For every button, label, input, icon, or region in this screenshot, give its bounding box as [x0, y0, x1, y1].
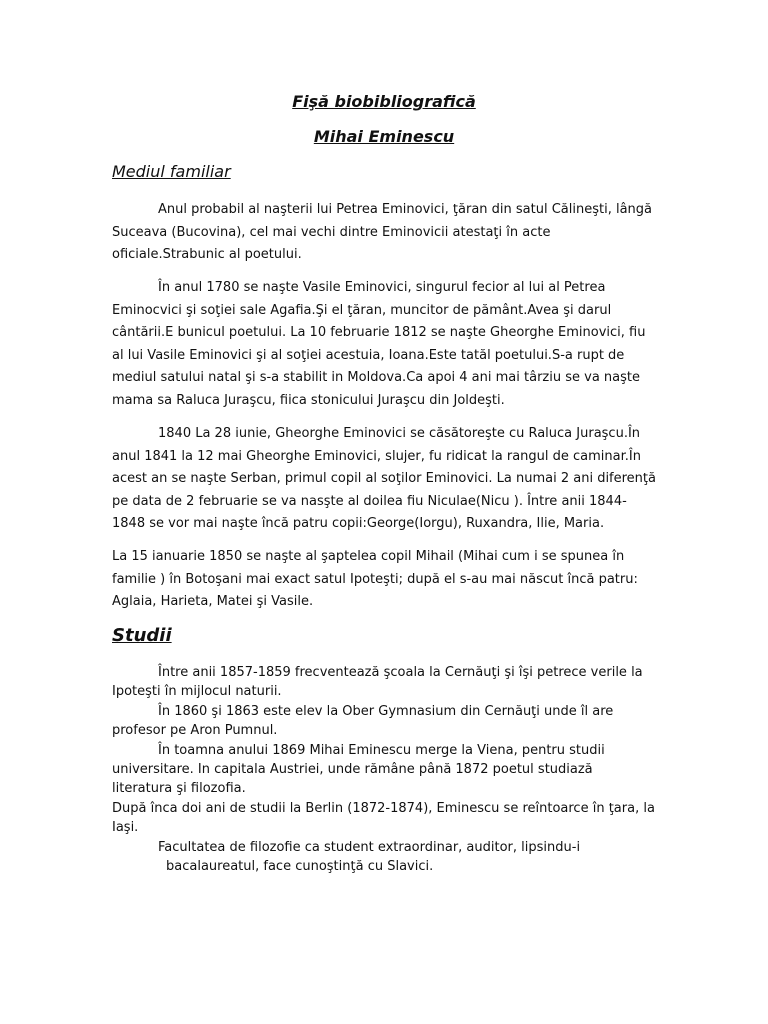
paragraph: Facultatea de filozofie ca student extraordinar, auditor, lipsindu-i: [158, 840, 581, 855]
section-heading-studii: Studii: [112, 625, 172, 646]
section-heading-mediul-familiar: Mediul familiar: [112, 162, 231, 181]
document-subtitle: Mihai Eminescu: [313, 127, 455, 146]
paragraph: În 1860 şi 1863 este elev la Ober Gymnasium din Cernăuţi unde îl are profesor pe Aron Pumnul.: [112, 704, 614, 738]
paragraph: La 15 ianuarie 1850 se naşte al şaptelea copil Mihail (Mihai cum i se spunea în familie ) în Botoşani mai exact satul Ipoteşti; după el s-au mai născut încă patru: Aglaia, Harieta, Matei şi Vasile.: [112, 549, 638, 609]
paragraph: Între anii 1857-1859 frecventează şcoala la Cernăuţi şi îşi petrece verile la Ipoteşti în mijlocul naturii.: [112, 665, 643, 699]
document-title: Fişă biobibliografică: [292, 92, 476, 111]
paragraph: După înca doi ani de studii la Berlin (1872-1874), Eminescu se reîntoarce în ţara, la Iaşi.: [112, 801, 655, 835]
paragraph: bacalaureatul, face cunoştinţă cu Slavici.: [166, 859, 434, 874]
paragraph: Anul probabil al naşterii lui Petrea Eminovici, ţăran din satul Călineşti, lângă Suceava (Bucovina), cel mai vechi dintre Eminovicii atestaţi în acte oficiale.Strabunic al poetului.: [112, 202, 653, 262]
paragraph: În toamna anului 1869 Mihai Eminescu merge la Viena, pentru studii universitare. In capitala Austriei, unde rămâne până 1872 poetul studiază literatura şi filozofia.: [112, 743, 605, 796]
paragraph: În anul 1780 se naşte Vasile Eminovici, singurul fecior al lui al Petrea Eminocvici şi soţiei sale Agafia.Şi el ţăran, muncitor de pământ.Avea şi darul cântării.E bunicul poetului. La 10 februarie 1812 se naşte Gheorghe Eminovici, fiu al lui Vasile Eminovici şi al soţiei acestuia, Ioana.Este tatăl poetului.S-a rupt de mediul satului natal şi s-a stabilit in Moldova.Ca apoi 4 ani mai târziu se va naşte mama sa Raluca Juraşcu, fiica stonicului Juraşcu din Joldeşti.: [112, 280, 646, 408]
paragraph: 1840 La 28 iunie, Gheorghe Eminovici se căsătoreşte cu Raluca Juraşcu.În anul 1841 la 12 mai Gheorghe Eminovici, slujer, fu ridicat la rangul de caminar.În acest an se naşte Serban, primul copil al soţilor Eminovici. La numai 2 ani diferenţă pe data de 2 februarie se va nasşte al doilea fiu Niculae(Nicu ). Între anii 1844-1848 se vor mai naşte încă patru copii:George(Iorgu), Ruxandra, Ilie, Maria.: [112, 426, 656, 531]
